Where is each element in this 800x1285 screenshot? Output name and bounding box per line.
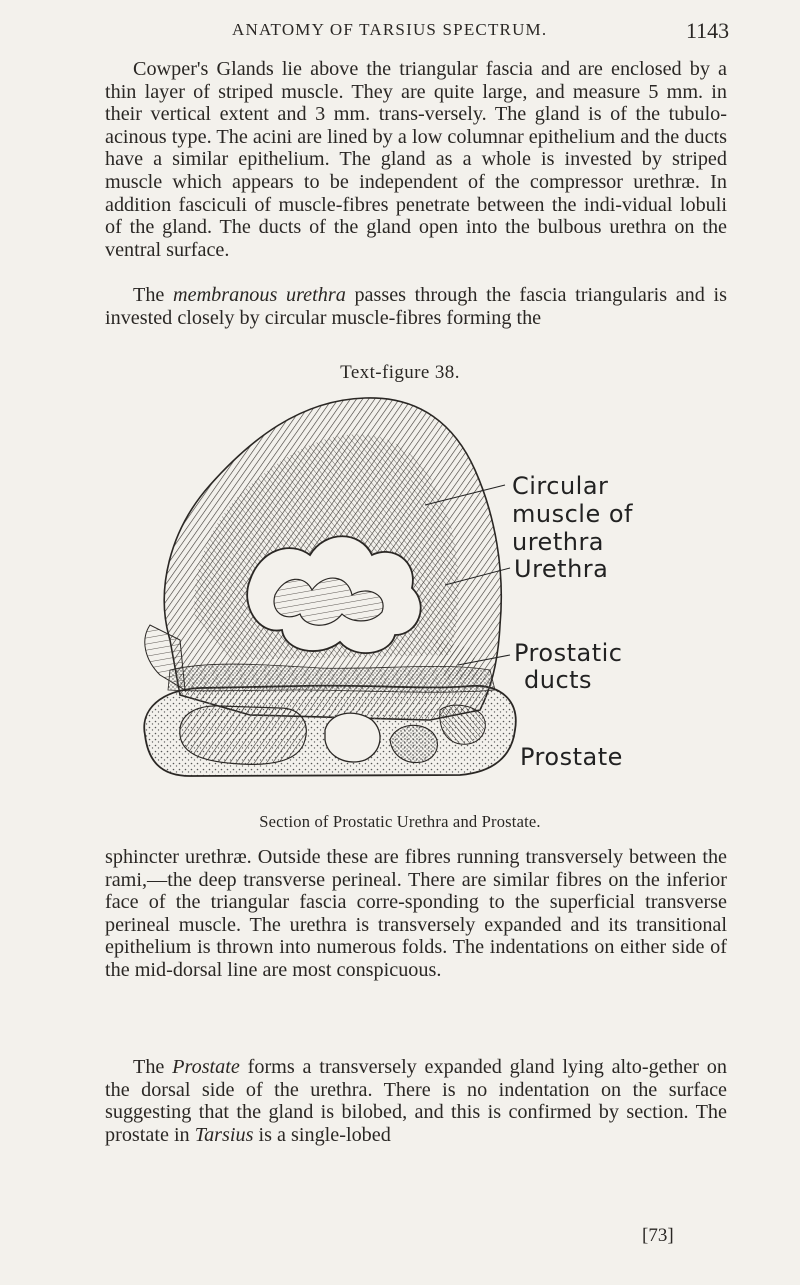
label-muscle-of: muscle of bbox=[512, 500, 633, 528]
paragraph-cowpers-glands: Cowper's Glands lie above the triangular fascia and are enclosed by a thin layer of striped muscle. They are quite large, and measure 5 mm. in their vertical extent and 3 mm. trans-versely. The gland is of the tubulo-acinous type. The acini are lined by a low columnar epithelium and the ducts have a similar epithelium. The gland as a whole is invested by striped muscle which appears to be independent of the compressor urethræ. In addition fasciculi of muscle-fibres penetrate between the indi-vidual lobuli of the gland. The ducts of the gland open into the bulbous urethra on the ventral surface. bbox=[105, 58, 727, 261]
paragraph-sphincter: sphincter urethræ. Outside these are fibres running transversely between the rami,—the deep transverse perineal. There are similar fibres on the inferior face of the triangular fascia corre-sponding to the superficial transverse perineal muscle. The urethra is transversely expanded and its transitional epithelium is thrown into numerous folds. The indentations on either side of the mid-dorsal line are most conspicuous. bbox=[105, 846, 727, 981]
label-ducts: ducts bbox=[524, 666, 593, 694]
label-circular: Circular bbox=[512, 472, 609, 500]
figure-prostate-section bbox=[100, 390, 740, 780]
p2-emphasis: membranous urethra bbox=[173, 284, 346, 306]
p4-text-mid: forms a transversely expanded gland lying alto-gether on the dorsal side of the urethra. There is no indentation on the surface suggesting that the gland is bilobed, and this is confirmed by section. The prostate in bbox=[105, 1056, 727, 1146]
p4-emphasis-prostate: Prostate bbox=[172, 1056, 240, 1078]
label-urethra: Urethra bbox=[514, 555, 609, 583]
p2-text-post: passes through the fascia triangularis and is invested closely by circular muscle-fibres forming the bbox=[105, 284, 727, 329]
paragraph-prostate bbox=[105, 1056, 727, 1146]
folio-number: [73] bbox=[642, 1225, 674, 1246]
page-header bbox=[0, 18, 800, 50]
figure-caption: Section of Prostatic Urethra and Prostate. bbox=[259, 812, 541, 831]
page-number: 1143 bbox=[686, 18, 730, 43]
running-head: ANATOMY OF TARSIUS SPECTRUM. bbox=[232, 20, 548, 39]
label-prostatic: Prostatic bbox=[514, 639, 623, 667]
label-prostate: Prostate bbox=[520, 743, 623, 771]
p4-text-post: is a single-lobed bbox=[253, 1123, 391, 1146]
section-illustration bbox=[100, 390, 740, 780]
paragraph-membranous-urethra bbox=[105, 284, 727, 329]
figure-title: Text-figure 38. bbox=[340, 362, 460, 383]
label-urethra-line: urethra bbox=[512, 528, 605, 556]
p4-text-pre: The bbox=[133, 1056, 173, 1078]
p2-text-pre: The bbox=[133, 284, 174, 306]
p4-emphasis-tarsius: Tarsius bbox=[194, 1123, 254, 1146]
